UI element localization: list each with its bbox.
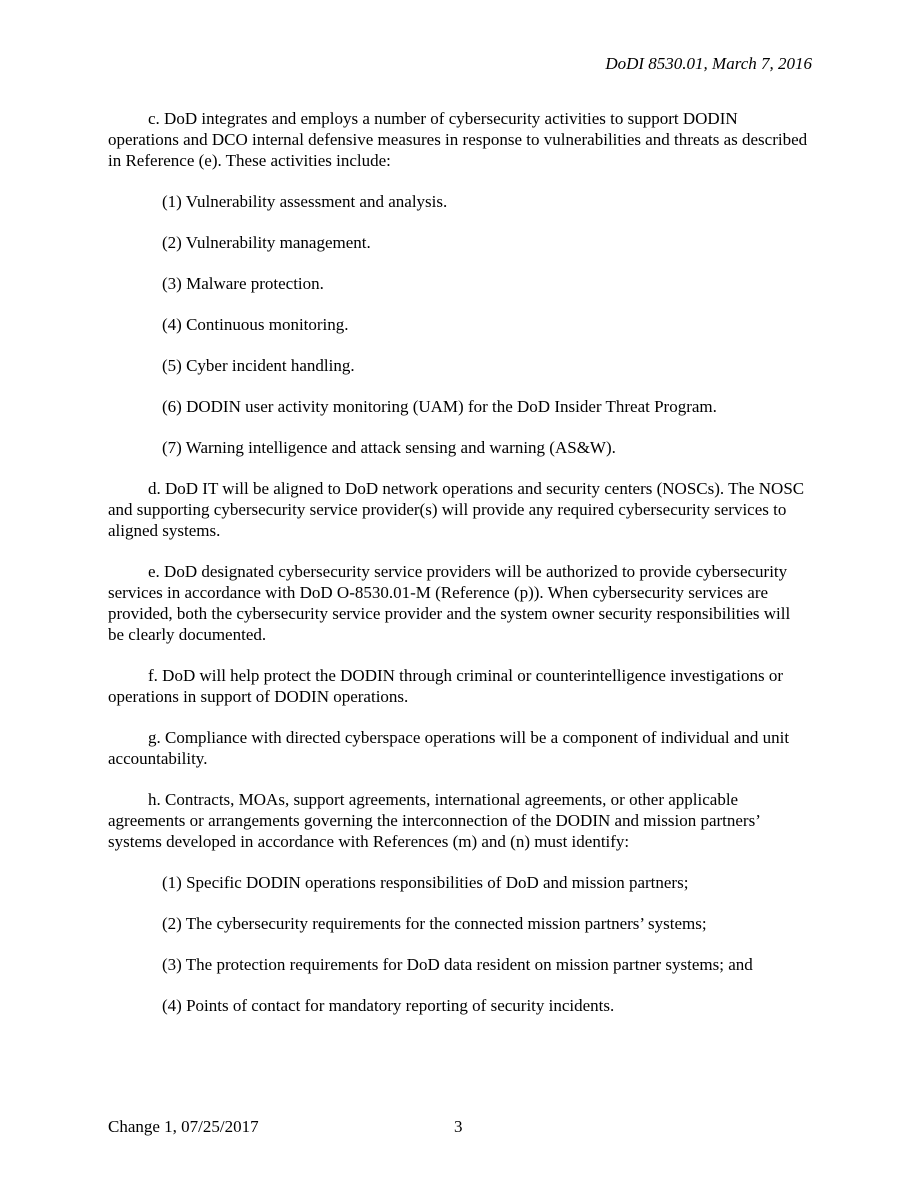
- list-item-c3: (3) Malware protection.: [162, 274, 324, 293]
- document-body: [108, 108, 808, 1036]
- paragraph-e: e. DoD designated cybersecurity service providers will be authorized to provide cybersecurity services in accordance with DoD O-8530.01-M (Reference (p)). When cybersecurity services are provided, both the cybersecurity service provider and the system owner security responsibilities will be clearly documented.: [108, 562, 791, 644]
- list-item-c5: (5) Cyber incident handling.: [162, 356, 355, 375]
- page-number: 3: [454, 1117, 463, 1136]
- change-footer: Change 1, 07/25/2017: [108, 1117, 259, 1136]
- list-item-h4: (4) Points of contact for mandatory reporting of security incidents.: [162, 996, 615, 1015]
- list-item-h3: (3) The protection requirements for DoD data resident on mission partner systems; and: [162, 955, 753, 974]
- paragraph-f: f. DoD will help protect the DODIN through criminal or counterintelligence investigations or operations in support of DODIN operations.: [108, 666, 783, 706]
- list-item-h1: (1) Specific DODIN operations responsibilities of DoD and mission partners;: [162, 873, 689, 892]
- paragraph-g: g. Compliance with directed cyberspace operations will be a component of individual and unit accountability.: [108, 728, 790, 768]
- list-item-c7: (7) Warning intelligence and attack sensing and warning (AS&W).: [162, 438, 616, 457]
- list-item-c6: (6) DODIN user activity monitoring (UAM) for the DoD Insider Threat Program.: [162, 397, 717, 416]
- paragraph-c: c. DoD integrates and employs a number of cybersecurity activities to support DODIN operations and DCO internal defensive measures in response to vulnerabilities and threats as described in Reference (e). These activities include:: [108, 109, 808, 170]
- list-item-c1: (1) Vulnerability assessment and analysis.: [162, 192, 448, 211]
- document-reference-header: DoDI 8530.01, March 7, 2016: [605, 54, 812, 73]
- list-item-h2: (2) The cybersecurity requirements for the connected mission partners’ systems;: [162, 914, 707, 933]
- list-item-c2: (2) Vulnerability management.: [162, 233, 371, 252]
- paragraph-d: d. DoD IT will be aligned to DoD network operations and security centers (NOSCs). The NOSC and supporting cybersecurity service provider(s) will provide any required cybersecurity services to aligned systems.: [108, 479, 805, 540]
- paragraph-h: h. Contracts, MOAs, support agreements, international agreements, or other applicable agreements or arrangements governing the interconnection of the DODIN and mission partners’ systems developed in accordance with References (m) and (n) must identify:: [108, 790, 760, 851]
- list-item-c4: (4) Continuous monitoring.: [162, 315, 349, 334]
